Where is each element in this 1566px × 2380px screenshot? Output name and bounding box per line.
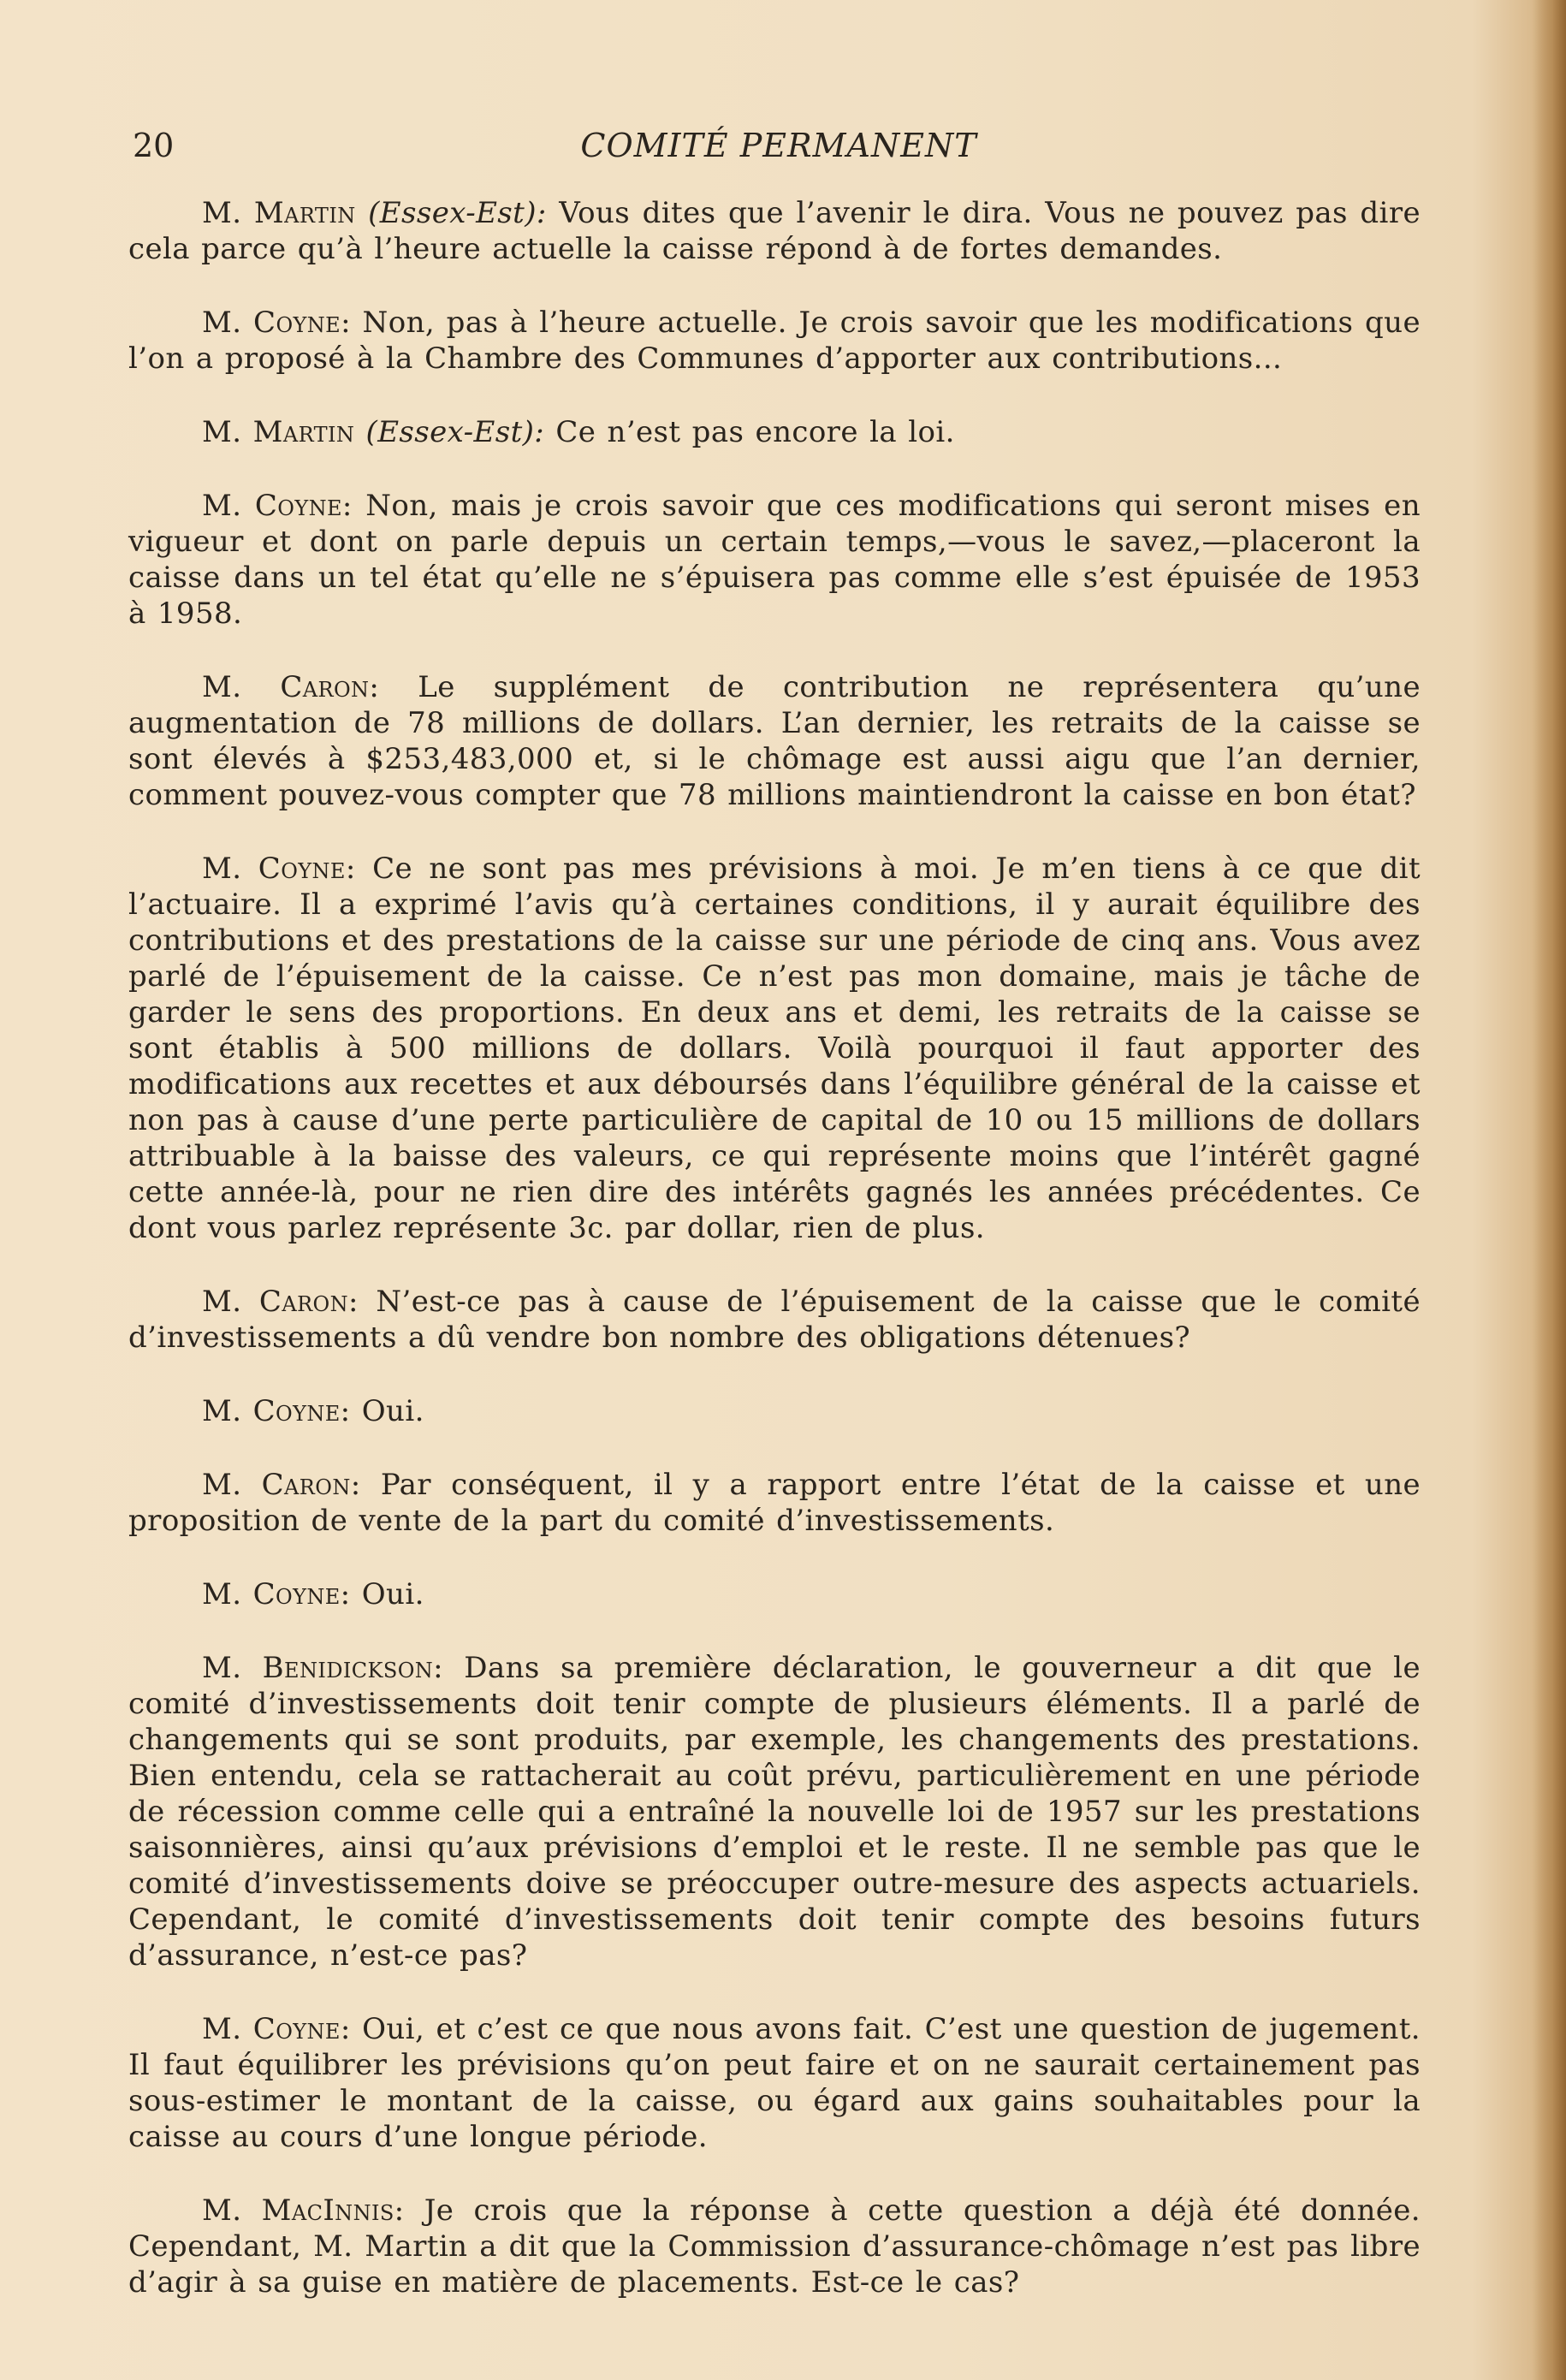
speaker-name: M. Martin <box>202 196 356 230</box>
paragraph <box>128 1576 1421 1612</box>
speaker-name: M. Caron: <box>202 1285 359 1319</box>
paragraph-text: Je crois que la réponse à cette question a déjà été donnée. Cependant, M. Martin a dit que la Commission d’assurance-chômage n’est pas libre d’agir à sa guise en matière de placements. Est-ce le cas? <box>128 2193 1421 2300</box>
paragraph <box>128 195 1421 267</box>
paragraph-text: Ce n’est pas encore la loi. <box>555 415 955 449</box>
speaker-name: M. Coyne: <box>202 852 356 886</box>
paragraph-text: Dans sa première déclaration, le gouverneur a dit que le comité d’investissements doit tenir compte de plusieurs éléments. Il a parlé de changements qui se sont produits, par exemple, les changements des prestations. Bien entendu, cela se rattacherait au coût prévu, particulièrement en une période de récession comme celle qui a entraîné la nouvelle loi de 1957 sur les prestations saisonnières, ainsi qu’aux prévisions d’emploi et le reste. Il ne semble pas que le comité d’investissements doive se préoccuper outre-mesure des aspects actuariels. Cependant, le comité d’investissements doit tenir compte des besoins futurs d’assurance, n’est-ce pas? <box>128 1651 1421 1973</box>
page-number: 20 <box>133 127 175 164</box>
paragraph <box>128 305 1421 377</box>
speaker-name: M. Coyne: <box>202 489 353 523</box>
paragraph <box>128 2193 1421 2300</box>
paragraph <box>128 1284 1421 1356</box>
paragraph <box>128 1467 1421 1539</box>
paragraph-text: Oui. <box>361 1577 424 1611</box>
speaker-name: M. Coyne: <box>202 306 351 340</box>
page-header <box>133 120 1425 171</box>
paragraph-text: Non, mais je crois savoir que ces modifications qui seront mises en vigueur et dont on parle depuis un certain temps,—vous le savez,—placeront la caisse dans un tel état qu’elle ne s’épuisera pas comme elle s’est épuisée de 1953 à 1958. <box>128 489 1421 631</box>
paragraph <box>128 488 1421 632</box>
paragraph <box>128 851 1421 1246</box>
page-edge-shadow <box>1532 0 1566 2380</box>
speaker-name: M. Coyne: <box>202 1394 351 1428</box>
speaker-name: M. Martin <box>202 415 355 449</box>
paragraph-text: N’est-ce pas à cause de l’épuisement de la caisse que le comité d’investissements a dû vendre bon nombre des obligations détenues? <box>128 1285 1421 1355</box>
speaker-riding: (Essex-Est): <box>368 196 547 230</box>
speaker-name: M. Benidickson: <box>202 1651 444 1685</box>
speaker-name: M. Caron: <box>202 670 380 704</box>
paragraph-text: Par conséquent, il y a rapport entre l’état de la caisse et une proposition de vente de la part du comité d’investissements. <box>128 1468 1421 1538</box>
paragraph <box>128 2011 1421 2155</box>
speaker-riding: (Essex-Est): <box>365 415 545 449</box>
paragraph <box>128 669 1421 813</box>
speaker-name: M. Coyne: <box>202 2012 351 2046</box>
speaker-name: M. MacInnis: <box>202 2193 405 2228</box>
transcript-body <box>128 195 1421 2338</box>
paragraph-text: Oui. <box>361 1394 424 1428</box>
paragraph-text: Ce ne sont pas mes prévisions à moi. Je m’en tiens à ce que dit l’actuaire. Il a exprimé l’avis qu’à certaines conditions, il y aurait équilibre des contributions et des prestations de la caisse sur une période de cinq ans. Vous avez parlé de l’épuisement de la caisse. Ce n’est pas mon domaine, mais je tâche de garder le sens des proportions. En deux ans et demi, les retraits de la caisse se sont établis à 500 millions de dollars. Voilà pourquoi il faut apporter des modifications aux recettes et aux déboursés dans l’équilibre général de la caisse et non pas à cause d’une perte particulière de capital de 10 ou 15 millions de dollars attribuable à la baisse des valeurs, ce qui représente moins que l’intérêt gagné cette année-là, pour ne rien dire des intérêts gagnés les années précédentes. Ce dont vous parlez représente 3c. par dollar, rien de plus. <box>128 852 1421 1245</box>
paragraph-text: Oui, et c’est ce que nous avons fait. C’est une question de jugement. Il faut équilibrer les prévisions qu’on peut faire et on ne saurait certainement pas sous-estimer le montant de la caisse, ou égard aux gains souhaitables pour la caisse au cours d’une longue période. <box>128 2012 1421 2154</box>
paragraph <box>128 1650 1421 1973</box>
paragraph <box>128 414 1421 450</box>
running-title: COMITÉ PERMANENT <box>580 127 977 164</box>
paragraph-text: Vous dites que l’avenir le dira. Vous ne pouvez pas dire cela parce qu’à l’heure actuelle la caisse répond à de fortes demandes. <box>128 196 1421 266</box>
paragraph-text: Le supplément de contribution ne représentera qu’une augmentation de 78 millions de dollars. L’an dernier, les retraits de la caisse se sont élevés à $253,483,000 et, si le chômage est aussi aigu que l’an dernier, comment pouvez-vous compter que 78 millions maintiendront la caisse en bon état? <box>128 670 1421 812</box>
speaker-name: M. Coyne: <box>202 1577 351 1611</box>
speaker-name: M. Caron: <box>202 1468 361 1502</box>
paragraph-text: Non, pas à l’heure actuelle. Je crois savoir que les modifications que l’on a proposé à la Chambre des Communes d’apporter aux contributions... <box>128 306 1421 376</box>
paragraph <box>128 1393 1421 1429</box>
